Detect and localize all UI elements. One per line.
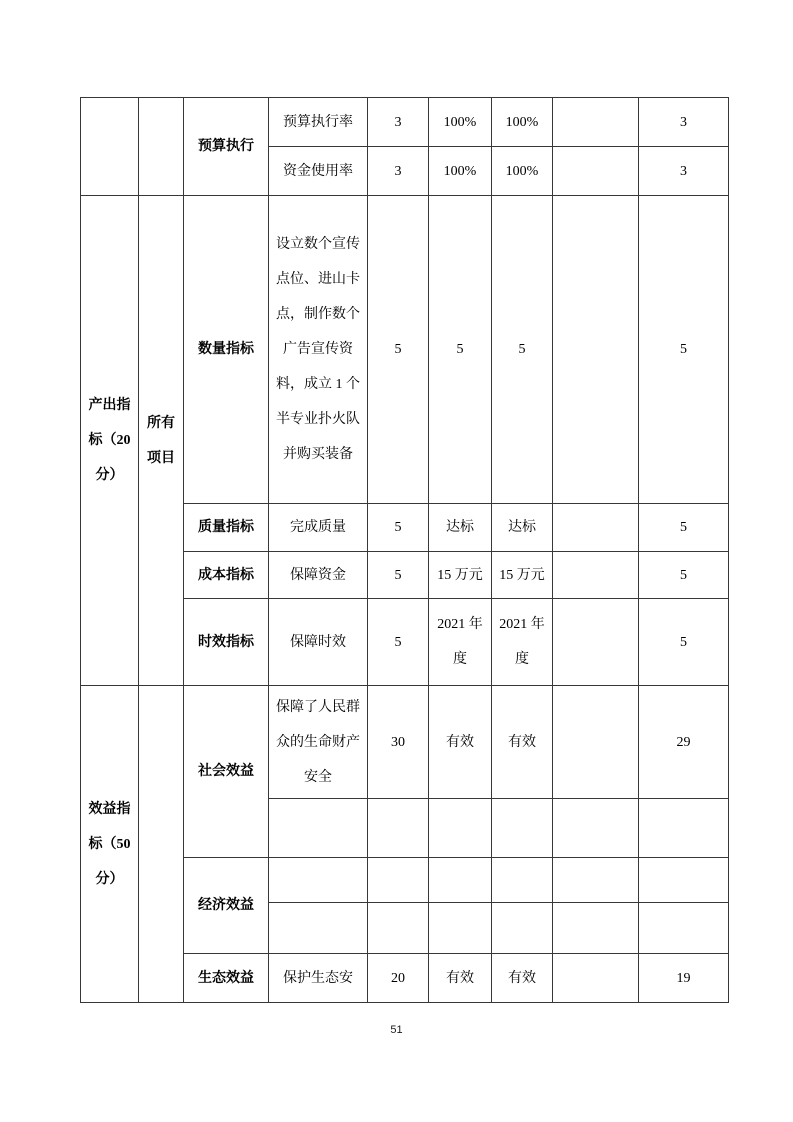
cell-category-empty	[81, 98, 139, 196]
cell-score: 5	[639, 196, 729, 504]
cell-indicator-type: 生态效益	[184, 954, 269, 1003]
cell-category-benefit: 效益指标（50 分）	[81, 686, 139, 1003]
cell-indicator-name: 保护生态安	[269, 954, 368, 1003]
cell-deduction	[553, 858, 639, 903]
cell-indicator-name: 资金使用率	[269, 147, 368, 196]
cell-weight: 20	[368, 954, 429, 1003]
cell-indicator-name: 完成质量	[269, 504, 368, 552]
cell-target: 5	[429, 196, 492, 504]
performance-score-table	[80, 97, 729, 1003]
cell-actual: 2021 年度	[492, 599, 553, 686]
cell-target	[429, 858, 492, 903]
cell-deduction	[553, 903, 639, 954]
cell-indicator-name: 设立数个宣传点位、进山卡点，制作数个广告宣传资料，成立 1 个半专业扑火队并购买装备	[269, 196, 368, 504]
cell-actual	[492, 858, 553, 903]
cell-actual: 15 万元	[492, 552, 553, 599]
cell-actual: 有效	[492, 954, 553, 1003]
cell-score	[639, 799, 729, 858]
cell-deduction	[553, 552, 639, 599]
cell-target: 100%	[429, 98, 492, 147]
cell-deduction	[553, 147, 639, 196]
cell-indicator-name	[269, 858, 368, 903]
cell-score: 5	[639, 599, 729, 686]
cell-weight	[368, 799, 429, 858]
cell-weight: 3	[368, 98, 429, 147]
cell-actual: 100%	[492, 98, 553, 147]
cell-actual: 5	[492, 196, 553, 504]
cell-category-output: 产出指标（20 分）	[81, 196, 139, 686]
cell-weight	[368, 858, 429, 903]
cell-actual	[492, 903, 553, 954]
cell-deduction	[553, 504, 639, 552]
cell-deduction	[553, 799, 639, 858]
cell-deduction	[553, 954, 639, 1003]
cell-weight: 5	[368, 552, 429, 599]
cell-target: 15 万元	[429, 552, 492, 599]
table-row	[81, 98, 729, 147]
cell-score: 29	[639, 686, 729, 799]
cell-indicator-type: 经济效益	[184, 858, 269, 954]
cell-indicator-group: 预算执行	[184, 98, 269, 196]
cell-actual: 100%	[492, 147, 553, 196]
table-row	[81, 686, 729, 799]
cell-weight: 5	[368, 504, 429, 552]
cell-score	[639, 903, 729, 954]
cell-indicator-name: 保障了人民群众的生命财产安全	[269, 686, 368, 799]
cell-indicator-type: 数量指标	[184, 196, 269, 504]
cell-score: 5	[639, 504, 729, 552]
cell-project: 所有项目	[139, 196, 184, 686]
cell-weight: 3	[368, 147, 429, 196]
cell-indicator-name: 预算执行率	[269, 98, 368, 147]
cell-deduction	[553, 599, 639, 686]
cell-target: 达标	[429, 504, 492, 552]
cell-project-empty	[139, 686, 184, 1003]
cell-indicator-name: 保障时效	[269, 599, 368, 686]
cell-score: 5	[639, 552, 729, 599]
cell-weight: 5	[368, 599, 429, 686]
cell-weight: 5	[368, 196, 429, 504]
cell-deduction	[553, 196, 639, 504]
cell-indicator-name	[269, 799, 368, 858]
cell-target	[429, 799, 492, 858]
cell-target: 100%	[429, 147, 492, 196]
cell-target: 有效	[429, 686, 492, 799]
cell-target: 2021 年度	[429, 599, 492, 686]
cell-target: 有效	[429, 954, 492, 1003]
cell-score: 19	[639, 954, 729, 1003]
cell-project-empty	[139, 98, 184, 196]
cell-indicator-type: 质量指标	[184, 504, 269, 552]
cell-weight	[368, 903, 429, 954]
cell-actual: 有效	[492, 686, 553, 799]
cell-score: 3	[639, 147, 729, 196]
cell-indicator-name: 保障资金	[269, 552, 368, 599]
cell-score	[639, 858, 729, 903]
cell-actual	[492, 799, 553, 858]
cell-indicator-type: 时效指标	[184, 599, 269, 686]
cell-deduction	[553, 98, 639, 147]
cell-deduction	[553, 686, 639, 799]
cell-score: 3	[639, 98, 729, 147]
cell-indicator-type: 成本指标	[184, 552, 269, 599]
cell-target	[429, 903, 492, 954]
cell-weight: 30	[368, 686, 429, 799]
page-number: 51	[390, 1024, 403, 1036]
cell-indicator-type: 社会效益	[184, 686, 269, 858]
cell-indicator-name	[269, 903, 368, 954]
cell-actual: 达标	[492, 504, 553, 552]
table-row	[81, 196, 729, 504]
